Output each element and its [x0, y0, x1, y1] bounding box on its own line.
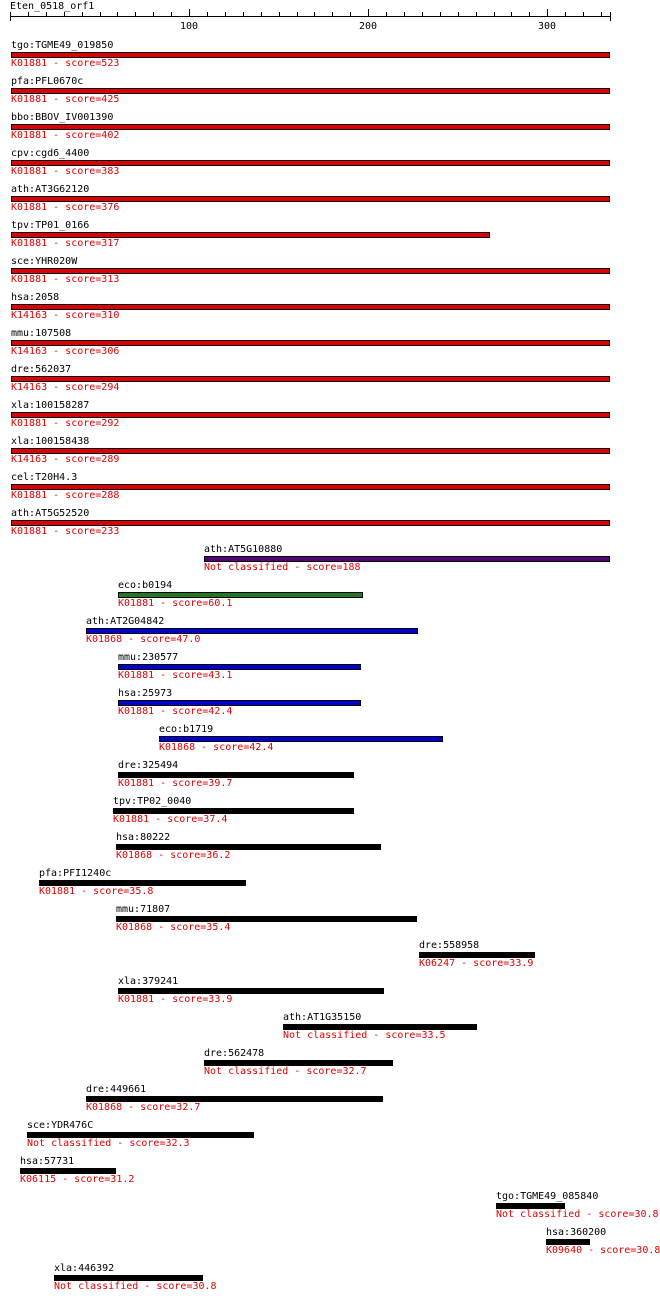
hit-gene-link[interactable]: mmu:107508 — [11, 328, 72, 339]
hit-gene-link[interactable]: sce:YHR020W — [11, 256, 78, 267]
hit-gene-link[interactable]: xla:446392 — [54, 1263, 115, 1274]
hit-classification-link[interactable]: K01868 - score=42.4 — [159, 742, 274, 753]
hit-classification-link[interactable]: K01881 - score=43.1 — [118, 670, 233, 681]
hit-gene-link[interactable]: dre:558958 — [419, 940, 480, 951]
hit-gene-link[interactable]: ath:AT1G35150 — [283, 1012, 362, 1023]
hit-classification-link[interactable]: K01868 - score=32.7 — [86, 1102, 201, 1113]
hit-gene-link[interactable]: tpv:TP01_0166 — [11, 220, 90, 231]
hit-classification-link[interactable]: K14163 - score=310 — [11, 310, 120, 321]
hit-classification-link[interactable]: K01881 - score=60.1 — [118, 598, 233, 609]
hit-classification-link[interactable]: K14163 - score=289 — [11, 454, 120, 465]
hit-gene-link[interactable]: tpv:TP02_0040 — [113, 796, 192, 807]
axis-minor-tick — [350, 12, 351, 17]
axis-minor-tick — [494, 12, 495, 17]
axis-end-cap — [610, 12, 611, 21]
hit-gene-link[interactable]: ath:AT5G10880 — [204, 544, 283, 555]
hit-classification-link[interactable]: Not classified - score=32.3 — [27, 1138, 190, 1149]
axis-minor-tick — [28, 12, 29, 17]
hit-classification-link[interactable]: Not classified - score=32.7 — [204, 1066, 367, 1077]
axis-minor-tick — [153, 12, 154, 17]
hit-gene-link[interactable]: hsa:57731 — [20, 1156, 75, 1167]
hit-gene-link[interactable]: ath:AT3G62120 — [11, 184, 90, 195]
hit-gene-link[interactable]: dre:562478 — [204, 1048, 265, 1059]
axis-start-cap — [10, 12, 11, 21]
hit-gene-link[interactable]: hsa:360200 — [546, 1227, 607, 1238]
axis-minor-tick — [171, 12, 172, 17]
axis-minor-tick — [261, 12, 262, 17]
axis-minor-tick — [100, 12, 101, 17]
axis-minor-tick — [297, 12, 298, 17]
hit-gene-link[interactable]: dre:449661 — [86, 1084, 147, 1095]
hit-classification-link[interactable]: K01881 - score=37.4 — [113, 814, 228, 825]
axis-minor-tick — [314, 12, 315, 17]
hit-gene-link[interactable]: mmu:230577 — [118, 652, 179, 663]
axis-tick-label: 300 — [537, 21, 557, 32]
axis-minor-tick — [82, 12, 83, 17]
hit-classification-link[interactable]: K06247 - score=33.9 — [419, 958, 534, 969]
axis-minor-tick — [243, 12, 244, 17]
hit-classification-link[interactable]: K01868 - score=35.4 — [116, 922, 231, 933]
hit-classification-link[interactable]: K01881 - score=233 — [11, 526, 120, 537]
hit-classification-link[interactable]: K09640 - score=30.8 — [546, 1245, 660, 1256]
axis-minor-tick — [135, 12, 136, 17]
hit-classification-link[interactable]: K01881 - score=523 — [11, 58, 120, 69]
hit-classification-link[interactable]: Not classified - score=33.5 — [283, 1030, 446, 1041]
hit-gene-link[interactable]: cel:T20H4.3 — [11, 472, 78, 483]
hit-classification-link[interactable]: K01881 - score=288 — [11, 490, 120, 501]
hit-classification-link[interactable]: K01881 - score=35.8 — [39, 886, 154, 897]
hit-gene-link[interactable]: dre:562037 — [11, 364, 72, 375]
hit-classification-link[interactable]: K01881 - score=383 — [11, 166, 120, 177]
hit-classification-link[interactable]: K01881 - score=317 — [11, 238, 120, 249]
axis-minor-tick — [386, 12, 387, 17]
hit-classification-link[interactable]: Not classified - score=30.8 — [496, 1209, 659, 1220]
hit-classification-link[interactable]: Not classified - score=188 — [204, 562, 361, 573]
hit-gene-link[interactable]: tgo:TGME49_019850 — [11, 40, 114, 51]
hit-classification-link[interactable]: K06115 - score=31.2 — [20, 1174, 135, 1185]
hit-gene-link[interactable]: sce:YDR476C — [27, 1120, 94, 1131]
hit-classification-link[interactable]: K01881 - score=292 — [11, 418, 120, 429]
hit-classification-link[interactable]: K01881 - score=33.9 — [118, 994, 233, 1005]
hit-gene-link[interactable]: xla:100158287 — [11, 400, 90, 411]
hit-gene-link[interactable]: xla:100158438 — [11, 436, 90, 447]
axis-major-tick — [547, 9, 548, 17]
hit-gene-link[interactable]: eco:b0194 — [118, 580, 173, 591]
hit-gene-link[interactable]: ath:AT2G04842 — [86, 616, 165, 627]
hit-gene-link[interactable]: tgo:TGME49_085840 — [496, 1191, 599, 1202]
axis-minor-tick — [207, 12, 208, 17]
hit-classification-link[interactable]: K01868 - score=47.0 — [86, 634, 201, 645]
axis-minor-tick — [332, 12, 333, 17]
axis-minor-tick — [279, 12, 280, 17]
axis-minor-tick — [404, 12, 405, 17]
axis-tick-label: 200 — [358, 21, 378, 32]
hit-gene-link[interactable]: dre:325494 — [118, 760, 179, 771]
axis-major-tick — [368, 9, 369, 17]
hit-gene-link[interactable]: bbo:BBOV_IV001390 — [11, 112, 114, 123]
hit-gene-link[interactable]: hsa:80222 — [116, 832, 171, 843]
hit-classification-link[interactable]: Not classified - score=30.8 — [54, 1281, 217, 1292]
axis-minor-tick — [601, 12, 602, 17]
hit-gene-link[interactable]: ath:AT5G52520 — [11, 508, 90, 519]
hit-gene-link[interactable]: xla:379241 — [118, 976, 179, 987]
axis-major-tick — [189, 9, 190, 17]
axis-minor-tick — [476, 12, 477, 17]
axis-minor-tick — [46, 12, 47, 17]
axis-minor-tick — [225, 12, 226, 17]
query-title: Eten_0518_orf1 — [10, 1, 95, 12]
hit-gene-link[interactable]: pfa:PFL0670c — [11, 76, 84, 87]
hit-classification-link[interactable]: K01881 - score=402 — [11, 130, 120, 141]
axis-minor-tick — [422, 12, 423, 17]
hit-classification-link[interactable]: K01881 - score=42.4 — [118, 706, 233, 717]
axis-minor-tick — [64, 12, 65, 17]
hit-gene-link[interactable]: eco:b1719 — [159, 724, 214, 735]
hit-classification-link[interactable]: K01881 - score=39.7 — [118, 778, 233, 789]
axis-minor-tick — [117, 12, 118, 17]
axis-minor-tick — [511, 12, 512, 17]
axis-minor-tick — [458, 12, 459, 17]
hit-gene-link[interactable]: hsa:25973 — [118, 688, 173, 699]
hit-gene-link[interactable]: mmu:71807 — [116, 904, 171, 915]
hit-gene-link[interactable]: cpv:cgd6_4400 — [11, 148, 90, 159]
hit-classification-link[interactable]: K01881 - score=313 — [11, 274, 120, 285]
hit-classification-link[interactable]: K01881 - score=376 — [11, 202, 120, 213]
hit-classification-link[interactable]: K14163 - score=294 — [11, 382, 120, 393]
axis-minor-tick — [565, 12, 566, 17]
hit-classification-link[interactable]: K01881 - score=425 — [11, 94, 120, 105]
axis-minor-tick — [583, 12, 584, 17]
axis-minor-tick — [529, 12, 530, 17]
hit-classification-link[interactable]: K14163 - score=306 — [11, 346, 120, 357]
axis-tick-label: 100 — [179, 21, 199, 32]
hit-gene-link[interactable]: hsa:2058 — [11, 292, 60, 303]
hit-gene-link[interactable]: pfa:PFI1240c — [39, 868, 112, 879]
hit-classification-link[interactable]: K01868 - score=36.2 — [116, 850, 231, 861]
axis-minor-tick — [440, 12, 441, 17]
